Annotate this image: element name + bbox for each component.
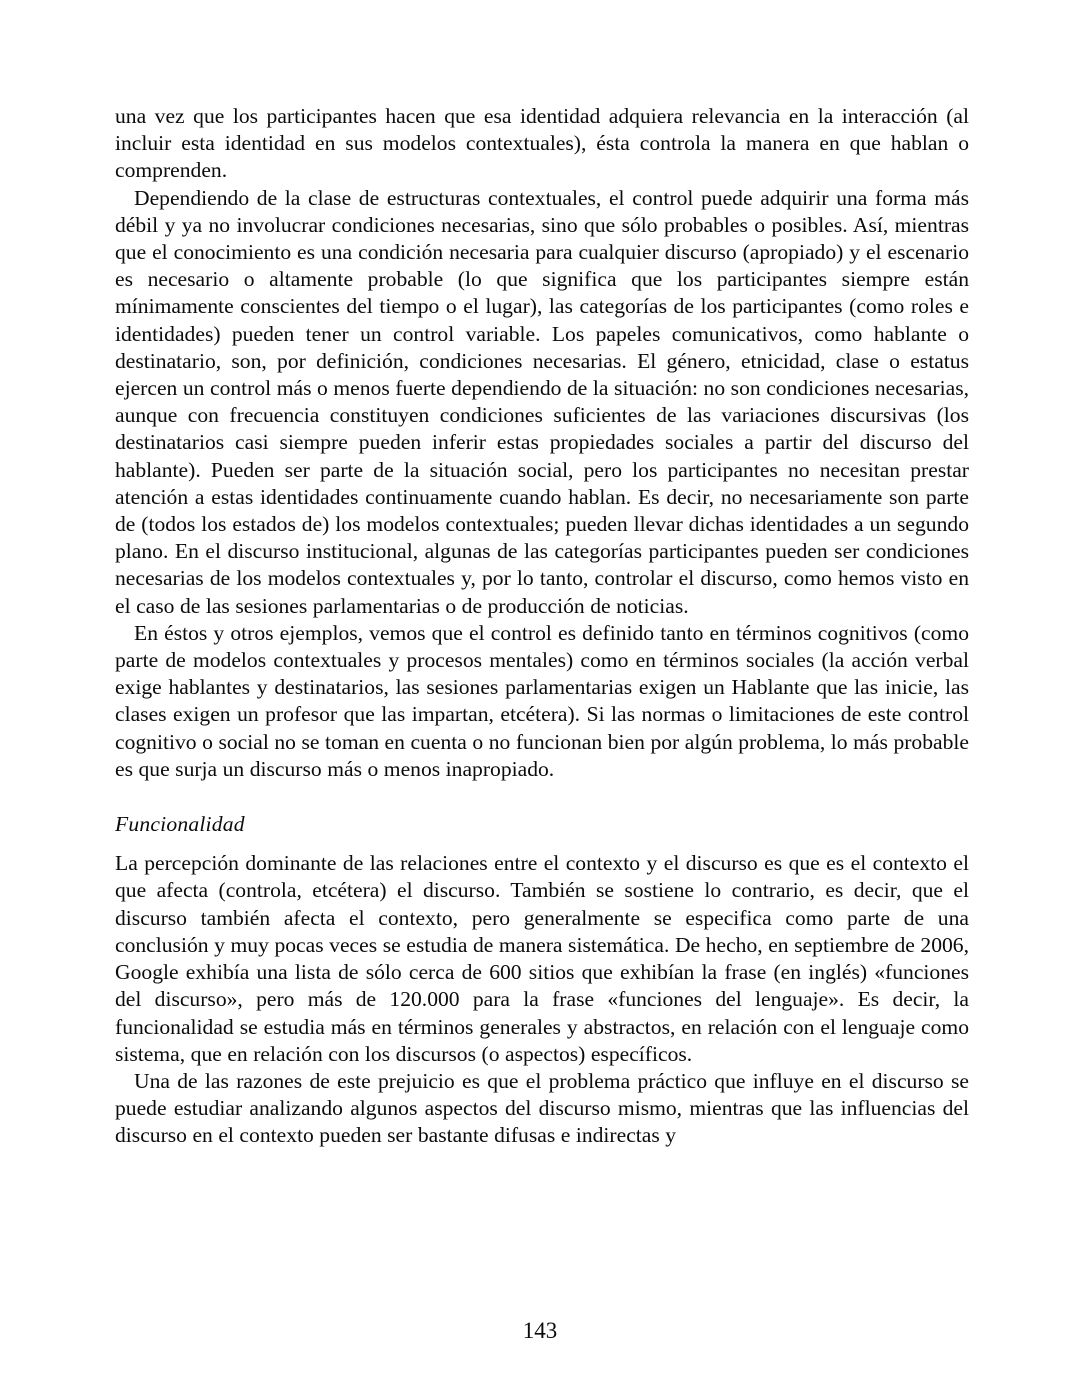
text-column	[115, 103, 969, 1150]
heading-spacer-below	[115, 838, 969, 850]
heading-spacer-above	[115, 783, 969, 811]
paragraph-en-estos: En éstos y otros ejemplos, vemos que el control es definido tanto en términos cognitivos (como parte de modelos contextuales y procesos mentales) como en términos sociales (la acción verbal exige hablantes y destinatarios, las sesiones parlamentarias exigen un Hablante que las inicie, las clases exigen un profesor que las impartan, etcétera). Si las normas o limitaciones de este control cognitivo o social no se toman en cuenta o no funcionan bien por algún problema, lo más probable es que surja un discurso más o menos inapropiado.	[115, 620, 969, 781]
paragraph-la-percepcion: La percepción dominante de las relaciones entre el contexto y el discurso es que es el contexto el que afecta (controla, etcétera) el discurso. También se sostiene lo contrario, es decir, que el discurso también afecta el contexto, pero generalmente se especifica como parte de una conclusión y muy pocas veces se estudia de manera sistemática. De hecho, en septiembre de 2006, Google exhibía una lista de sólo cerca de 600 sitios que exhibían la frase (en inglés) «funciones del discurso», pero más de 120.000 para la frase «funciones del lenguaje». Es decir, la funcionalidad se estudia más en términos generales y abstractos, en relación con el lenguaje como sistema, que en relación con los discursos (o aspectos) específicos.	[115, 851, 969, 1066]
section-heading-funcionalidad: Funcionalidad	[115, 812, 245, 837]
page-number: 143	[522, 1318, 558, 1343]
paragraph-dependiendo: Dependiendo de la clase de estructuras contextuales, el control puede adquirir una forma más débil y ya no involucrar condiciones necesarias, sino que sólo probables o posibles. Así, mientras que el conocimiento es una condición necesaria para cualquier discurso (apropiado) y el escenario es necesario o altamente probable (lo que significa que los participantes siempre están mínimamente conscientes del tiempo o el lugar), las categorías de los participantes (como roles e identidades) pueden tener un control variable. Los papeles comunicativos, como hablante o destinatario, son, por definición, condiciones necesarias. El género, etnicidad, clase o estatus ejercen un control más o menos fuerte dependiendo de la situación: no son condiciones necesarias, aunque con frecuencia constituyen condiciones suficientes de las variaciones discursivas (los destinatarios casi siempre pueden inferir estas propiedades sociales a partir del discurso del hablante). Pueden ser parte de la situación social, pero los participantes no necesitan prestar atención a estas identidades continuamente cuando hablan. Es decir, no necesariamente son parte de (todos los estados de) los modelos contextuales; pueden llevar dichas identidades a un segundo plano. En el discurso institucional, algunas de las categorías participantes pueden ser condiciones necesarias de los modelos contextuales y, por lo tanto, controlar el discurso, como hemos visto en el caso de las sesiones parlamentarias o de producción de noticias.	[115, 185, 969, 618]
paragraph-una-de-las-razones: Una de las razones de este prejuicio es que el problema práctico que influye en el discurso se puede estudiar analizando algunos aspectos del discurso mismo, mientras que las influencias del discurso en el contexto pueden ser bastante difusas e indirectas y	[115, 1068, 969, 1148]
paragraph-continuation: una vez que los participantes hacen que esa identidad adquiera relevancia en la interacción (al incluir esta identidad en sus modelos contextuales), ésta controla la manera en que hablan o comprenden.	[115, 104, 969, 183]
